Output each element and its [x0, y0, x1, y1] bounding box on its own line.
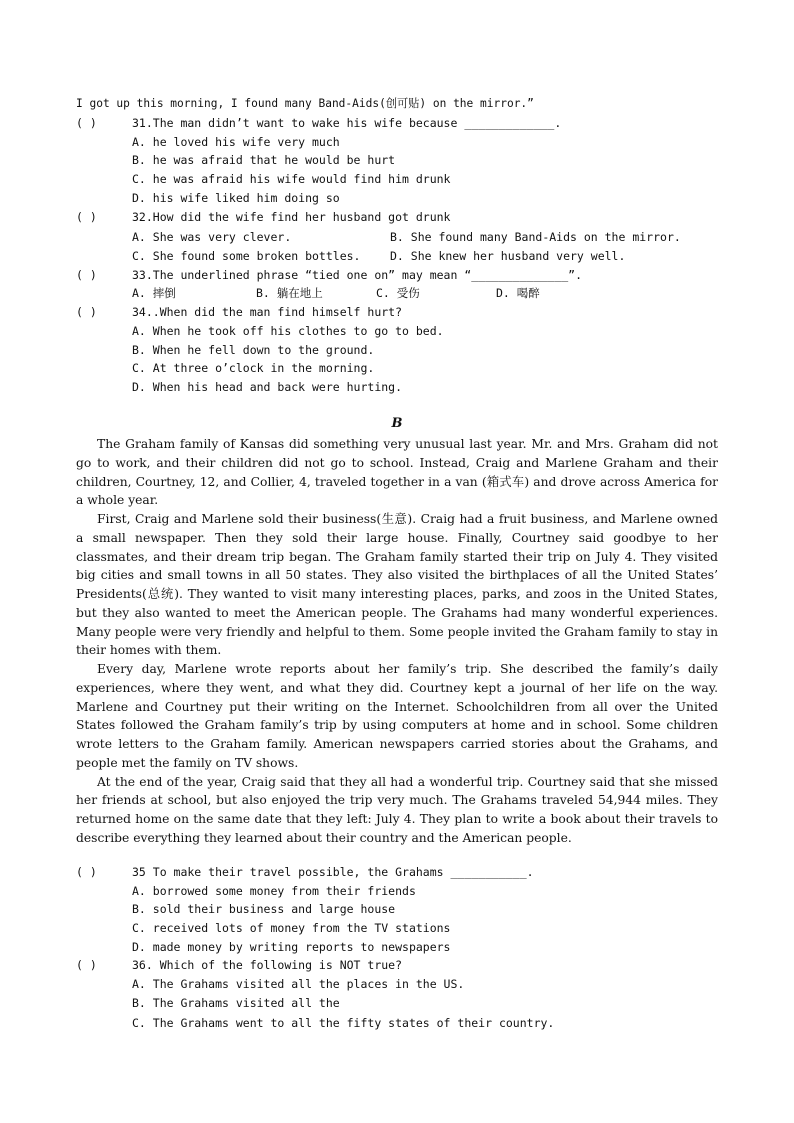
- passage-paragraph-3: Every day, Marlene wrote reports about her family’s trip. She described the family’s daily experiences, where they went, and what they did. Courtney kept a journal of her life on the way. Marlene and Courtney put their writing on the Internet. Schoolchildren from all over the United States followed the Graham family’s trip by using computers at home and in school. Some children wrote letters to the Graham family. American newspapers carried stories about the Grahams, and people met the family on TV shows.: [76, 662, 718, 770]
- option-35c: C. received lots of money from the TV stations: [132, 921, 451, 935]
- option-33a: A. 摔倒: [132, 286, 176, 300]
- question-31: [76, 114, 736, 133]
- passage-paragraph-2: First, Craig and Marlene sold their business(生意). Craig had a fruit business, and Marlene owned a small newspaper. Then they sold their large house. Finally, Courtney said goodbye to her classmates, and their dream trip began. The Graham family started their trip on July 4. They visited big cities and small towns in all 50 states. They also visited the birthplaces of all the United States’ Presidents(总统). They wanted to visit many interesting places, parks, and zoos in the United States, but they also wanted to meet the American people. The Grahams had many wonderful experiences. Many people were very friendly and helpful to them. Some people invited the Graham family to stay in their homes with them.: [76, 512, 718, 658]
- answer-blank[interactable]: ( ): [76, 305, 97, 319]
- option-33d: D. 喝醉: [496, 286, 540, 300]
- question-stem: 33.The underlined phrase “tied one on” may mean “______________”.: [132, 268, 583, 282]
- option-31b: B. he was afraid that he would be hurt: [132, 153, 396, 167]
- question-34: [76, 303, 736, 322]
- answer-blank[interactable]: ( ): [76, 116, 97, 130]
- question-33: [76, 266, 736, 285]
- question-32: [76, 208, 736, 227]
- question-36: [76, 956, 736, 975]
- option-33b: B. 躺在地上: [256, 286, 323, 300]
- question-stem: 31.The man didn’t want to wake his wife because _____________.: [132, 116, 562, 130]
- option-32c: C. She found some broken bottles.: [132, 249, 361, 263]
- option-31d: D. his wife liked him doing so: [132, 191, 340, 205]
- answer-blank[interactable]: ( ): [76, 210, 97, 224]
- option-34d: D. When his head and back were hurting.: [132, 380, 403, 394]
- option-35d: D. made money by writing reports to newspapers: [132, 940, 451, 954]
- question-stem: 32.How did the wife find her husband got drunk: [132, 210, 451, 224]
- option-34c: C. At three o’clock in the morning.: [132, 361, 375, 375]
- option-36b: B. The Grahams visited all the: [132, 996, 340, 1010]
- option-31a: A. he loved his wife very much: [132, 135, 340, 149]
- option-34b: B. When he fell down to the ground.: [132, 343, 375, 357]
- option-32b: B. She found many Band-Aids on the mirror.: [390, 230, 681, 244]
- question-stem: 34..When did the man find himself hurt?: [132, 305, 403, 319]
- answer-blank[interactable]: ( ): [76, 958, 97, 972]
- intro-line: I got up this morning, I found many Band-Aids(创可贴) on the mirror.”: [76, 97, 534, 110]
- passage-paragraph-4: At the end of the year, Craig said that they all had a wonderful trip. Courtney said that she missed her friends at school, but also enjoyed the trip very much. The Grahams traveled 54,944 miles. They returned home on the same date that they left: July 4. They plan to write a book about their travels to describe everything they learned about their country and the American people.: [76, 774, 718, 845]
- option-36a: A. The Grahams visited all the places in the US.: [132, 977, 465, 991]
- option-34a: A. When he took off his clothes to go to bed.: [132, 324, 444, 338]
- option-36c: C. The Grahams went to all the fifty states of their country.: [132, 1016, 555, 1030]
- passage-b: [76, 435, 718, 848]
- option-33c: C. 受伤: [376, 286, 420, 300]
- question-stem: 36. Which of the following is NOT true?: [132, 958, 403, 972]
- passage-paragraph-1: The Graham family of Kansas did something very unusual last year. Mr. and Mrs. Graham did not go to work, and their children did not go to school. Instead, Craig and Marlene Graham and their children, Courtney, 12, and Collier, 4, traveled together in a van (箱式车) and drove across America for a whole year.: [76, 437, 718, 508]
- option-32a: A. She was very clever.: [132, 230, 292, 244]
- question-stem: 35 To make their travel possible, the Grahams ___________.: [132, 865, 534, 879]
- answer-blank[interactable]: ( ): [76, 865, 97, 879]
- answer-blank[interactable]: ( ): [76, 268, 97, 282]
- option-31c: C. he was afraid his wife would find him drunk: [132, 172, 451, 186]
- question-35: [76, 863, 736, 882]
- option-35a: A. borrowed some money from their friends: [132, 884, 416, 898]
- section-b-title: B: [391, 416, 403, 431]
- option-35b: B. sold their business and large house: [132, 902, 396, 916]
- option-32d: D. She knew her husband very well.: [390, 249, 626, 263]
